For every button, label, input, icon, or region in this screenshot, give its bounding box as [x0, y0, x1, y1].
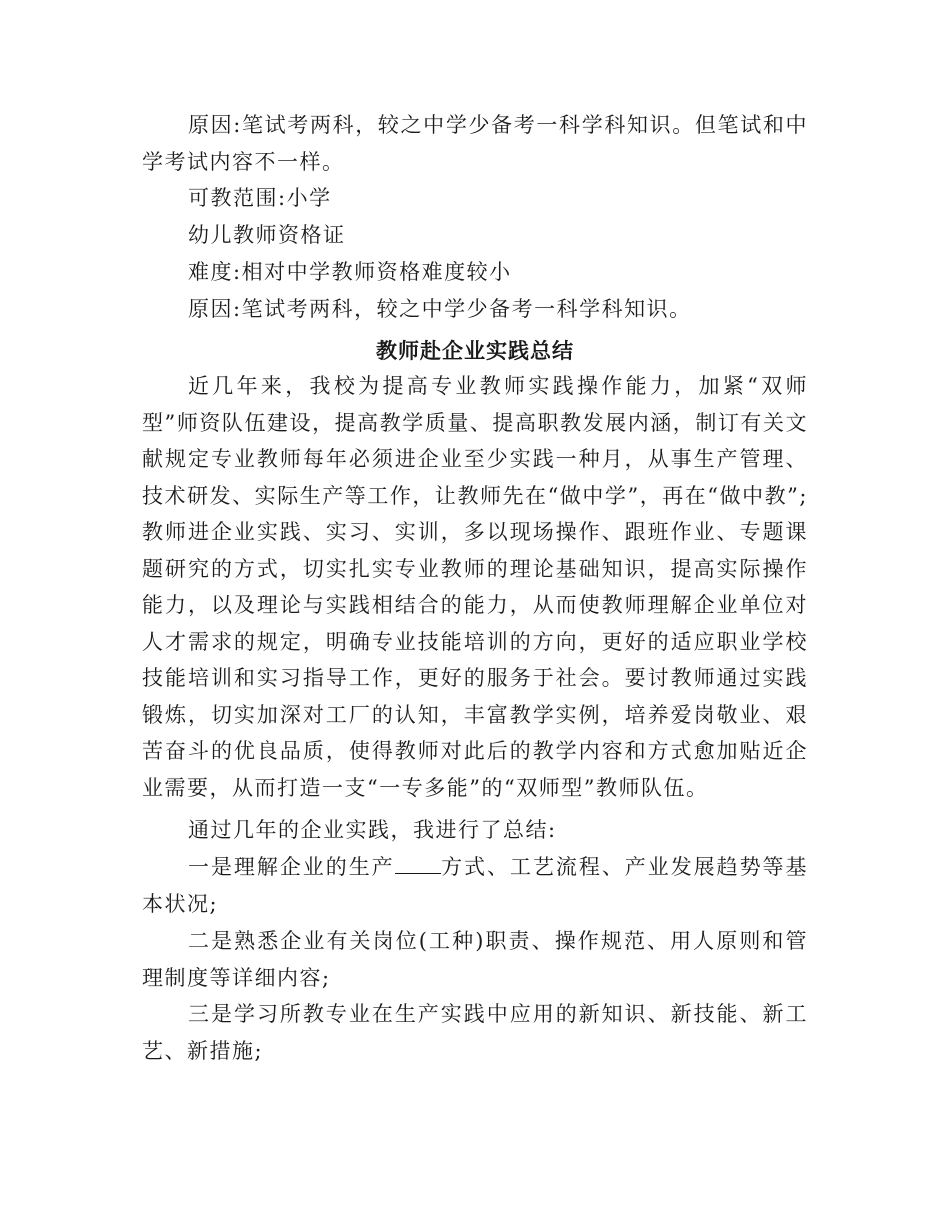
summary-item-3: 三是学习所教专业在生产实践中应用的新知识、新技能、新工艺、新措施;	[142, 1002, 808, 1063]
summary-item-2: 二是熟悉企业有关岗位(工种)职责、操作规范、用人原则和管理制度等详细内容;	[142, 929, 808, 990]
intro-reason-paragraph: 原因:笔试考两科，较之中学少备考一科学科知识。但笔试和中学考试内容不一样。	[142, 113, 808, 174]
fill-in-blank	[395, 855, 441, 874]
summary-item-1	[142, 849, 808, 922]
reason-line: 原因:笔试考两科，较之中学少备考一科学科知识。	[188, 297, 692, 321]
difficulty-line: 难度:相对中学教师资格难度较小	[188, 260, 512, 284]
summary-item-1-start: 一是理解企业的生产	[188, 855, 395, 879]
article-body-paragraph: 近几年来，我校为提高专业教师实践操作能力，加紧“双师型”师资队伍建设，提高教学质量、提高职教发展内涵，制订有关文献规定专业教师每年必须进企业至少实践一种月，从事生产管理、技术研发、实际生产等工作，让教师先在“做中学”，再在“做中教”;教师进企业实践、实习、实训，多以现场操作、跟班作业、专题课题研究的方式，切实扎实专业教师的理论基础知识，提高实际操作能力，以及理论与实践相结合的能力，从而使教师理解企业单位对人才需求的规定，明确专业技能培训的方向，更好的适应职业学校技能培训和实习指导工作，更好的服务于社会。要讨教师通过实践锻炼，切实加深对工厂的认知，丰富教学实例，培养爱岗敬业、艰苦奋斗的优良品质，使得教师对此后的教学内容和方式愈加贴近企业需要，从而打造一支“一专多能”的“双师型”教师队伍。	[142, 374, 808, 800]
kindergarten-certificate-line: 幼儿教师资格证	[188, 223, 346, 247]
summary-item-1-end: 方式、工艺流程、产业发展趋势等基本状况;	[142, 855, 808, 916]
summary-intro-line: 通过几年的企业实践，我进行了总结:	[188, 818, 557, 842]
teaching-scope-line: 可教范围:小学	[188, 186, 332, 210]
article-title: 教师赴企业实践总结	[376, 338, 574, 363]
